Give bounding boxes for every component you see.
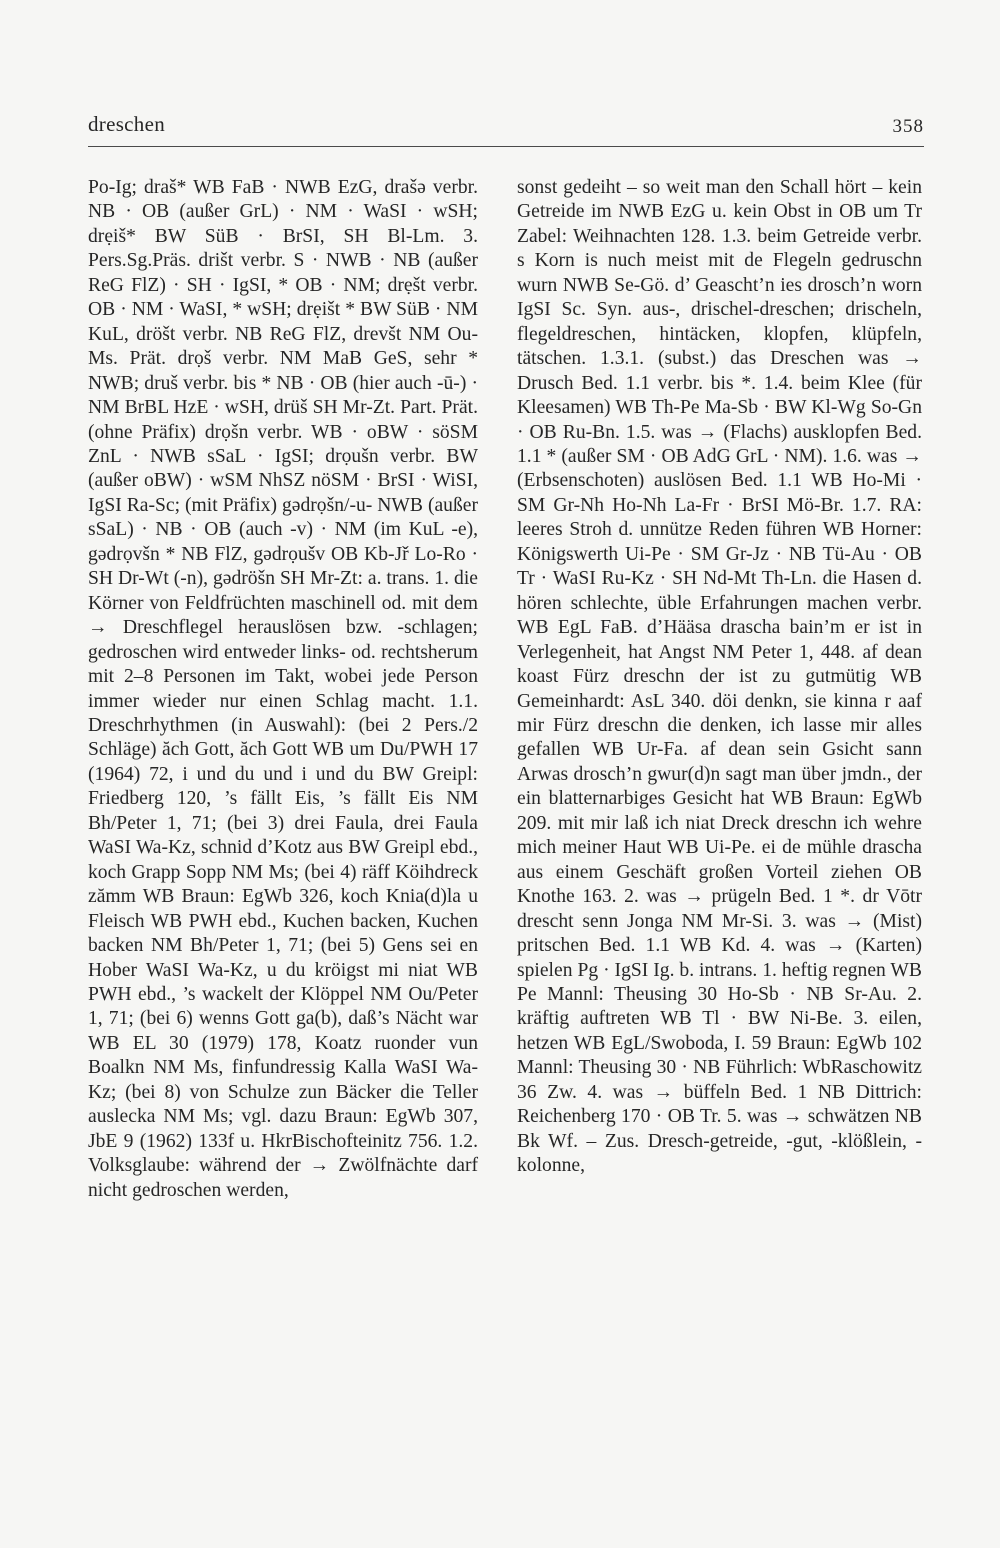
left-column bbox=[88, 176, 478, 1203]
page-number: 358 bbox=[892, 116, 924, 137]
right-column-text: sonst gedeiht – so weit man den Schall hört – kein Getreide im NWB EzG u. kein Obst in OB um Tr Zabel: Weihnachten 128. 1.3. beim Getreide verbr. s Korn is nuch meist mit de Flegeln gedruschn wurn NWB Se-Gö. d’ Geascht’n ies drosch’n worn IgSI Sc. Syn. aus-, drischel-dreschen; drischeln, flegeldreschen, hintäcken, klopfen, klüpfeln, tätschen. 1.3.1. (subst.) das Dreschen was → Drusch Bed. 1.1 verbr. bis *. 1.4. beim Klee (für Kleesamen) WB Th-Pe Ma-Sb · BW Kl-Wg So-Gn · OB Ru-Bn. 1.5. was → (Flachs) ausklopfen Bed. 1.1 * (außer SM · OB AdG GrL · NM). 1.6. was → (Erbsenschoten) auslösen Bed. 1.1 WB Ho-Mi · SM Gr-Nh Ho-Nh La-Fr · BrSI Mö-Br. 1.7. RA: leeres Stroh d. unnütze Reden führen WB Horner: Königswerth Ui-Pe · SM Gr-Jz · NB Tü-Au · OB Tr · WaSI Ru-Kz · SH Nd-Mt Th-Ln. die Hasen d. hören schlechte, üble Erfahrungen machen verbr. WB EgL FaB. d’Hääsa drascha bain’m er ist in Verlegenheit, hat Angst NM Peter 1, 448. af dean koast Fürz dreschn der ist zu gutmütig WB Gemeinhardt: AsL 340. döi denkn, sie kinna r aaf mir Fürz dreschn die denken, ich lasse mir alles gefallen WB Ur-Fa. af dean sein Gsicht sann Arwas drosch’n gwur(d)n sagt man über jmdn., der ein blatternarbiges Gesicht hat WB Braun: EgWb 209. mit mir laß ich niat Dreck dreschn ich wehre mich meiner Haut WB Ui-Pe. ei de mühle drascha aus einem Geschäft großen Vorteil ziehen OB Knothe 163. 2. was → prügeln Bed. 1 *. dr Vōtr drescht senn Jonga NM Mr-Si. 3. was → (Mist) pritschen Bed. 1.1 WB Kd. 4. was → (Karten) spielen Pg · IgSI Ig. b. intrans. 1. heftig regnen WB Pe Mannl: Theusing 30 Ho-Sb · NB Sr-Au. 2. kräftig auftreten WB Tl · BW Ni-Be. 3. eilen, hetzen WB EgL/Swoboda, I. 59 Braun: EgWb 102 Mannl: Theusing 30 · NB Führlich: WbRaschowitz 36 Zw. 4. was → büffeln Bed. 1 NB Dittrich: Reichenberg 170 · OB Tr. 5. was → schwätzen NB Bk Wf. – Zus. Dresch-getreide, -gut, -klößlein, -kolonne, bbox=[517, 177, 922, 1177]
header-keyword: dreschen bbox=[88, 112, 166, 136]
left-column-text: Po-Ig; draš* WB FaB · NWB EzG, drašə verbr. NB · OB (außer GrL) · NM · WaSI · wSH; drẹiš* BW SüB · BrSI, SH Bl-Lm. 3. Pers.Sg.Präs. drišt verbr. S · NWB · NB (außer ReG FlZ) · SH · IgSI, * OB · NM; drẹšt verbr. OB · NM · WaSI, * wSH; drẹišt * BW SüB · NM KuL, dröšt verbr. NB ReG FlZ, drevšt NM Ou-Ms. Prät. drọš verbr. NM MaB GeS, sehr * NWB; druš verbr. bis * NB · OB (hier auch -ū-) · NM BrBL HzE · wSH, drüš SH Mr-Zt. Part. Prät. (ohne Präfix) drọšn verbr. WB · oBW · söSM ZnL · NWB sSaL · IgSI; drọušn verbr. BW (außer oBW) · wSM NhSZ nöSM · BrSI · WiSI, IgSI Ra-Sc; (mit Präfix) gədrọšn/-u- NWB (außer sSaL) · NB · OB (auch -v) · NM (im KuL -e), gədrọvšn * NB FlZ, gədrọušv OB Kb-Jř Lo-Ro · SH Dr-Wt (-n), gədröšn SH Mr-Zt: a. trans. 1. die Körner von Feldfrüchten maschinell od. mit dem → Dreschflegel herauslösen bzw. -schlagen; gedroschen wird entweder links- od. rechtsherum mit 2–8 Personen im Takt, wobei jede Person immer wieder nur einen Schlag macht. 1.1. Dreschrhythmen (in Auswahl): (bei 2 Pers./2 Schläge) ăch Gott, ăch Gott WB um Du/PWH 17 (1964) 72, i und du und i und du BW Greipl: Friedberg 120, ’s fällt Eis, ’s fällt Eis NM Bh/Peter 1, 71; (bei 3) drei Faula, drei Faula WaSI Wa-Kz, schnid d’Kotz aus BW Greipl ebd., koch Grapp Sopp NM Ms; (bei 4) räff Köihdreck zămm WB Braun: EgWb 326, koch Knia(d)la u Fleisch WB PWH ebd., Kuchen backen, Kuchen backen NM Bh/Peter 1, 71; (bei 5) Gens sei en Hober WaSI Wa-Kz, u du kröigst mi niat WB PWH ebd., ’s wackelt der Klöppel NM Ou/Peter 1, 71; (bei 6) wenns Gott ga(b), daß’s Nächt war WB EL 30 (1979) 178, Koatz ruonder vun Boalkn NM Ms, finfundressig Kalla WaSI Wa-Kz; (bei 8) von Schulze zun Bäcker die Teller auslecka NM Ms; vgl. dazu Braun: EgWb 307, JbE 9 (1962) 133f u. HkrBischofteinitz 756. 1.2. Volksglaube: während der → Zwölfnächte darf nicht gedroschen werden, bbox=[88, 177, 478, 1201]
right-column bbox=[517, 176, 922, 1179]
running-header bbox=[88, 112, 924, 147]
